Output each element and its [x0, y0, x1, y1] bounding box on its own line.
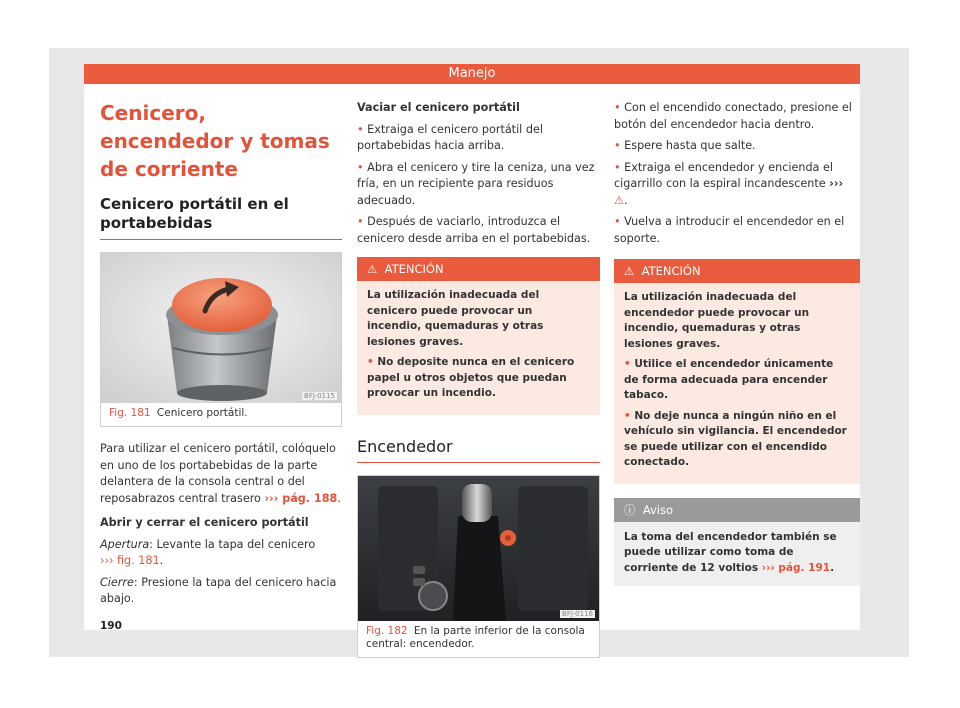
figure-number: Fig. 182 — [366, 624, 408, 637]
page-number: 190 — [100, 620, 122, 632]
warning-header: ⚠ ATENCIÓN — [614, 259, 860, 283]
column-left — [100, 96, 342, 613]
warning-triangle-icon: ⚠ — [624, 264, 635, 278]
warning-box-ashtray — [357, 257, 600, 415]
bullet-icon: • — [357, 122, 364, 136]
figure-caption — [358, 621, 599, 657]
column-right — [614, 96, 860, 586]
note-body: La toma del encendedor también se puede utilizar como toma de corriente de 12 voltios ››› pág. 191. — [624, 530, 837, 574]
bullet-item: • Con el encendido conectado, presione el botón del encendedor hacia dentro. — [614, 101, 852, 131]
bullet-item: • Vuelva a introducir el encendedor en el soporte. — [614, 215, 845, 245]
note-box — [614, 498, 860, 587]
section-title-lighter: Encendedor — [357, 437, 600, 463]
bullet-item: • Extraiga el cenicero portátil del portabebidas hacia arriba. — [357, 122, 543, 152]
bullet-item: • Después de vaciarlo, introduzca el cenicero desde arriba en el portabebidas. — [357, 215, 591, 245]
figure-number: Fig. 181 — [109, 407, 151, 419]
bullet-icon: • — [614, 215, 621, 228]
bullet-item: • Extraiga el encendedor y encienda el cigarrillo con la espiral incandescente ››› ⚠. — [614, 160, 844, 207]
bullet-icon: • — [614, 101, 621, 114]
figure-code: BFJ-0115 — [304, 392, 335, 400]
subheading-empty-ashtray: Vaciar el cenicero portátil — [357, 101, 520, 114]
reference-arrows[interactable]: ››› — [829, 177, 844, 190]
ashtray-photo — [101, 253, 341, 403]
figure-181 — [100, 252, 342, 427]
bullet-icon: • — [614, 160, 621, 174]
paragraph-apertura: Apertura: Levante la tapa del cenicero ››› fig. 181. — [100, 537, 316, 567]
figure-caption-text: En la parte inferior de la consola central: encendedor. — [366, 624, 585, 650]
bullet-icon: • — [357, 215, 364, 228]
warning-body: La utilización inadecuada del encendedor puede provocar un incendio, quemaduras y otras lesiones graves. • Utilice el encendedor únicamente de forma adecuada para encender tabaco. • No deje nunca a ningún niño en el vehículo sin vigilancia. El encendedor se puede utilizar con el encendido conectado. — [624, 291, 847, 468]
warning-header: ⚠ ATENCIÓN — [357, 257, 600, 281]
paragraph-cierre: Cierre: Presione la tapa del cenicero hacia abajo. — [100, 575, 337, 605]
bullet-icon: • — [624, 409, 631, 422]
bullet-icon: • — [357, 160, 364, 174]
warning-body: La utilización inadecuada del cenicero puede provocar un incendio, quemaduras y otras lesiones graves. • No deposite nunca en el cenicero papel u otros objetos que puedan provocar un incendio. — [367, 289, 575, 399]
bullet-item: • Abra el cenicero y tire la ceniza, una vez fría, en un recipiente para residuos adecuado. — [357, 160, 595, 207]
console-illustration — [358, 476, 599, 621]
figure-reference-link[interactable]: ››› fig. 181 — [100, 554, 160, 567]
bullet-icon: • — [624, 358, 631, 370]
bullet-icon: • — [367, 356, 374, 368]
figure-182 — [357, 475, 600, 658]
warning-box-lighter — [614, 259, 860, 484]
running-header: Manejo — [84, 64, 860, 84]
figure-caption — [101, 403, 341, 426]
ashtray-illustration — [101, 253, 341, 403]
info-icon: ⓘ — [624, 502, 636, 517]
figure-code: BFJ-0116 — [562, 609, 593, 618]
section-title-ashtray: Cenicero portátil en el portabebidas — [100, 195, 342, 240]
warning-triangle-icon: ⚠ — [614, 193, 625, 207]
page-reference-link[interactable]: ››› pág. 191 — [761, 561, 831, 574]
chapter-title: Cenicero, encendedor y tomas de corriente — [100, 101, 330, 181]
bullet-item: • Espere hasta que salte. — [614, 139, 756, 152]
page-reference-link[interactable]: ››› pág. 188 — [264, 491, 338, 505]
figure-caption-text: Cenicero portátil. — [156, 407, 248, 419]
paragraph-usage: Para utilizar el cenicero portátil, colóquelo en uno de los portabebidas de la parte delantera de la consola central o del reposabrazos central trasero ››› pág. 188. — [100, 442, 341, 505]
note-header: ⓘ Aviso — [614, 498, 860, 522]
lighter-photo — [358, 476, 599, 621]
subheading-open-close: Abrir y cerrar el cenicero portátil — [100, 516, 309, 529]
warning-triangle-icon: ⚠ — [367, 262, 378, 276]
column-middle — [357, 96, 600, 658]
bullet-icon: • — [614, 139, 621, 152]
